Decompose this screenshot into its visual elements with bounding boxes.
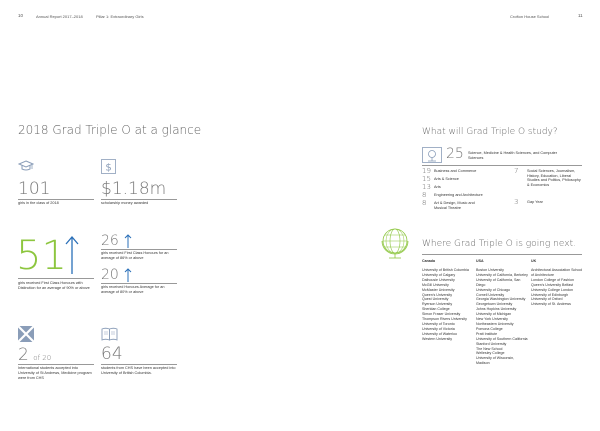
study-item-number: 13 [422, 183, 431, 191]
university-list-item: University of California, Berkeley [476, 272, 528, 277]
university-list-item: The New School [476, 346, 503, 351]
university-list-item: Dalhousie University [422, 277, 455, 282]
st-andrews-label: International students accepted into University of St Andrews, Medicine program were from CHS [18, 366, 92, 380]
university-list-item: University of British Columbia [422, 268, 469, 272]
study-top-label: Science, Medicine & Health Sciences, and Computer Sciences [468, 151, 558, 160]
left-page-number: 10 [18, 13, 24, 18]
university-list-item: Johns Hopkins University [476, 307, 517, 312]
university-list-item: Ryerson University [422, 302, 453, 307]
open-book-icon [101, 326, 118, 342]
scholarship-value: $1.18m [101, 179, 167, 199]
divider [101, 249, 177, 250]
university-list-uk [531, 268, 586, 307]
university-list-item: University of Wisconsin, Madison [476, 356, 515, 366]
arrow-up-icon [65, 235, 79, 275]
column-heading-canada: Canada [422, 259, 435, 263]
study-item-label: Engineering and Architecture [434, 193, 483, 197]
study-item-number: 15 [422, 175, 431, 183]
honours-label: girls received Honours Average for an average of 80% or above [101, 285, 165, 294]
distinction-label: girls received First Class Honours with Distinction for an average of 90% or above [18, 281, 90, 290]
study-top-value: 25 [446, 146, 464, 162]
university-list-item: University of St. Andrews [531, 302, 571, 307]
university-list-item: University of Chicago [476, 287, 510, 292]
university-list-item: University College London [531, 287, 573, 292]
university-list-item: University of Waterloo [422, 331, 458, 336]
university-list-item: McMaster University [422, 287, 455, 292]
university-list-item: University of Edinburgh [531, 292, 569, 297]
study-item-label: Arts & Science [434, 177, 459, 181]
divider [101, 283, 177, 284]
st-andrews-suffix: of 20 [33, 354, 52, 362]
university-list-item: Georgia Washington University [476, 297, 526, 302]
study-item-number: 19 [422, 167, 431, 175]
divider [18, 364, 94, 365]
university-list-item: Boston University [476, 268, 504, 272]
divider [422, 254, 582, 255]
university-list-item: Sheridan College [422, 307, 450, 312]
study-item-label: Art & Design, Music and Musical Theatre [434, 201, 475, 210]
study-item-label: Arts [434, 185, 441, 189]
university-list-item: University of Victoria [422, 326, 455, 331]
university-list-item: Queen's University [422, 292, 453, 297]
university-list-item: Northeastern University [476, 321, 514, 326]
divider [18, 199, 94, 200]
university-list-canada [422, 268, 474, 342]
university-list-item: University of Calgary [422, 272, 456, 277]
st-andrews-value: 2 [18, 345, 29, 365]
svg-text:$: $ [105, 162, 112, 174]
st-andrews-stat [18, 347, 51, 365]
ubc-value: 64 [101, 344, 123, 364]
first-class-label: girls received First Class Honours for an average of 86% or above [101, 251, 169, 260]
microscope-icon [422, 147, 442, 163]
study-item-label: Business and Commerce [434, 169, 477, 173]
divider [101, 199, 177, 200]
study-item-number: 8 [422, 191, 427, 199]
arrow-up-icon [124, 268, 132, 282]
divider [422, 165, 582, 166]
right-page-number: 11 [578, 13, 583, 18]
globe-icon [378, 226, 412, 260]
left-header-title: Annual Report 2017–2018 [36, 14, 83, 19]
class-count-label: girls in the class of 2018 [18, 201, 59, 205]
university-list-item: Pratt Institute [476, 331, 498, 336]
study-item-label: Social Sciences, Journalism, History, Education, Liberal Studies and Politics, Philosophy & Economics [527, 169, 581, 187]
going-title: Where Grad Triple O is going next. [422, 239, 576, 249]
university-list-item: University of Toronto [422, 321, 455, 326]
university-list-item: University of Michigan [476, 312, 512, 317]
study-item-label: Gap Year [527, 200, 543, 204]
study-item-number: 3 [514, 198, 519, 206]
column-heading-usa: USA [476, 259, 484, 263]
first-class-value: 26 [101, 233, 119, 249]
university-list-item: University of California, San Diego [476, 277, 521, 287]
left-header-subtitle: Pillar 1: Extraordinary Girls [96, 14, 144, 19]
university-list-item: London College of Fashion [531, 277, 574, 282]
university-list-item: Stanford University [476, 341, 507, 346]
study-title: What will Grad Triple O study? [422, 127, 558, 137]
university-list-item: University of Southern California [476, 336, 528, 341]
divider [18, 278, 94, 279]
university-list-item: Queen's University Belfast [531, 282, 574, 287]
distinction-value: 51 [16, 233, 67, 279]
column-heading-uk: UK [531, 259, 537, 263]
scholarship-label: scholarship money awarded [101, 201, 149, 205]
arrow-up-icon [124, 234, 132, 248]
university-list-item: McGill University [422, 282, 449, 287]
university-list-item: Wellesley College [476, 351, 505, 356]
ubc-label: students from CHS have been accepted into University of British Columbia. [101, 366, 176, 375]
university-list-item: Cornell University [476, 292, 505, 297]
class-count-value: 101 [18, 179, 51, 199]
dollar-icon [101, 159, 116, 174]
university-list-item: Quest University [422, 297, 449, 302]
divider [101, 364, 177, 365]
honours-value: 20 [101, 267, 119, 283]
right-header-title: Crofton House School [510, 14, 550, 19]
university-list-item: Pomona College [476, 326, 503, 331]
university-list-item: University of Oxford [531, 297, 563, 302]
glance-title: 2018 Grad Triple O at a glance [18, 123, 202, 137]
university-list-item: Georgetown University [476, 302, 513, 307]
university-list-item: Architectural Association School of Architecture [531, 268, 583, 277]
university-list-usa [476, 268, 528, 366]
scotland-flag-icon [18, 326, 34, 342]
university-list-item: Simon Fraser University [422, 312, 461, 317]
university-list-item: Thompson Rivers University [422, 317, 467, 322]
study-item-number: 7 [514, 167, 519, 175]
study-item-number: 8 [422, 199, 427, 207]
university-list-item: Western University [422, 336, 453, 341]
university-list-item: New York University [476, 317, 508, 322]
graduation-cap-icon [18, 159, 34, 173]
